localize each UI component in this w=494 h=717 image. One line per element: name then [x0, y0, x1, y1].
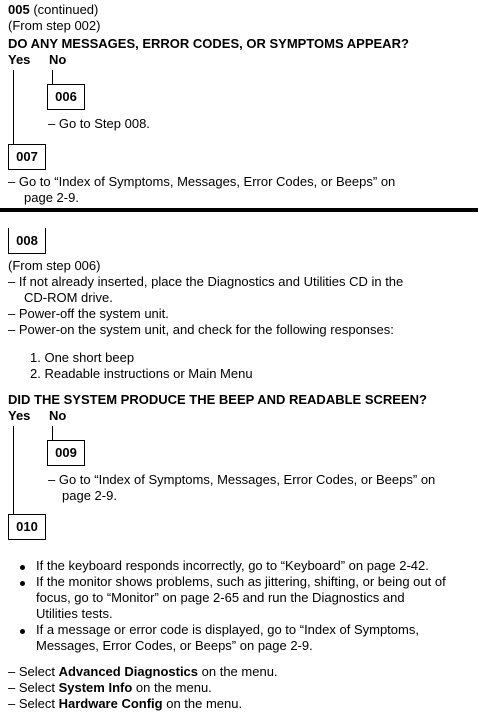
step-010-number: 010: [16, 519, 38, 534]
step-008-no-label: No: [49, 408, 67, 423]
step-010-select-system-info: [8, 680, 212, 696]
select-prefix: – Select: [8, 664, 59, 679]
step-006-action: – Go to Step 008.: [48, 116, 150, 131]
select-prefix: – Select: [8, 680, 59, 695]
step-010-bullet3-line2: Messages, Error Codes, or Beeps” on page 2-9.: [36, 638, 313, 653]
step-007-line2: page 2-9.: [24, 190, 79, 205]
step-008-item3: – Power-on the system unit, and check for the following responses:: [8, 322, 394, 337]
flow-line-no-008: [52, 426, 53, 440]
step-010-bullet2-line2: focus, go to “Monitor” on page 2-65 and run the Diagnostics and: [36, 590, 405, 605]
menu-item-advanced-diagnostics: Advanced Diagnostics: [58, 664, 199, 679]
menu-item-hardware-config: Hardware Config: [58, 696, 163, 711]
step-008-from: (From step 006): [8, 258, 101, 273]
step-008-box: [8, 228, 46, 254]
step-005-no-label: No: [49, 52, 67, 67]
step-008-item1-line1: – If not already inserted, place the Diagnostics and Utilities CD in the: [8, 274, 404, 289]
step-006-box: [47, 84, 85, 110]
step-007-box: [8, 144, 46, 170]
step-010-box: [8, 514, 46, 540]
step-010-bullet3-line1: If a message or error code is displayed, go to “Index of Symptoms,: [36, 622, 419, 637]
step-009-line2: page 2-9.: [62, 488, 117, 503]
step-009-line1: – Go to “Index of Symptoms, Messages, Error Codes, or Beeps” on: [48, 472, 436, 487]
select-suffix: on the menu.: [132, 680, 212, 695]
step-005-continued: (continued): [29, 2, 99, 17]
flow-line-yes-008: [13, 426, 14, 514]
step-008-response2: 2. Readable instructions or Main Menu: [30, 366, 253, 381]
step-008-yes-label: Yes: [8, 408, 31, 423]
step-010-select-advanced: [8, 664, 278, 680]
step-006-number: 006: [55, 89, 77, 104]
section-divider: [0, 208, 478, 212]
menu-item-system-info: System Info: [58, 680, 133, 695]
bullet-marker: [20, 629, 25, 634]
step-007-number: 007: [16, 149, 38, 164]
step-005-question: DO ANY MESSAGES, ERROR CODES, OR SYMPTOMS APPEAR?: [8, 36, 409, 51]
step-010-bullet1: If the keyboard responds incorrectly, go to “Keyboard” on page 2-42.: [36, 558, 429, 573]
step-005-from: (From step 002): [8, 18, 101, 33]
step-009-number: 009: [55, 445, 77, 460]
step-009-box: [47, 440, 85, 466]
step-008-response1: 1. One short beep: [30, 350, 135, 365]
step-005-heading: [8, 2, 98, 18]
step-005-number: 005: [8, 2, 30, 17]
step-008-question: DID THE SYSTEM PRODUCE THE BEEP AND READABLE SCREEN?: [8, 392, 427, 407]
step-008-item1-line2: CD-ROM drive.: [24, 290, 113, 305]
flow-line-no-005: [52, 70, 53, 84]
select-prefix: – Select: [8, 696, 59, 711]
step-010-bullet2-line3: Utilities tests.: [36, 606, 113, 621]
step-010-select-hardware-config: [8, 696, 242, 712]
step-008-item2: – Power-off the system unit.: [8, 306, 169, 321]
step-010-bullet2-line1: If the monitor shows problems, such as jittering, shifting, or being out of: [36, 574, 446, 589]
select-suffix: on the menu.: [198, 664, 278, 679]
step-005-yes-label: Yes: [8, 52, 31, 67]
flow-line-yes-005: [13, 70, 14, 144]
bullet-marker: [20, 565, 25, 570]
select-suffix: on the menu.: [162, 696, 243, 711]
step-007-line1: – Go to “Index of Symptoms, Messages, Error Codes, or Beeps” on: [8, 174, 396, 189]
step-008-number: 008: [16, 233, 38, 248]
bullet-marker: [20, 581, 25, 586]
